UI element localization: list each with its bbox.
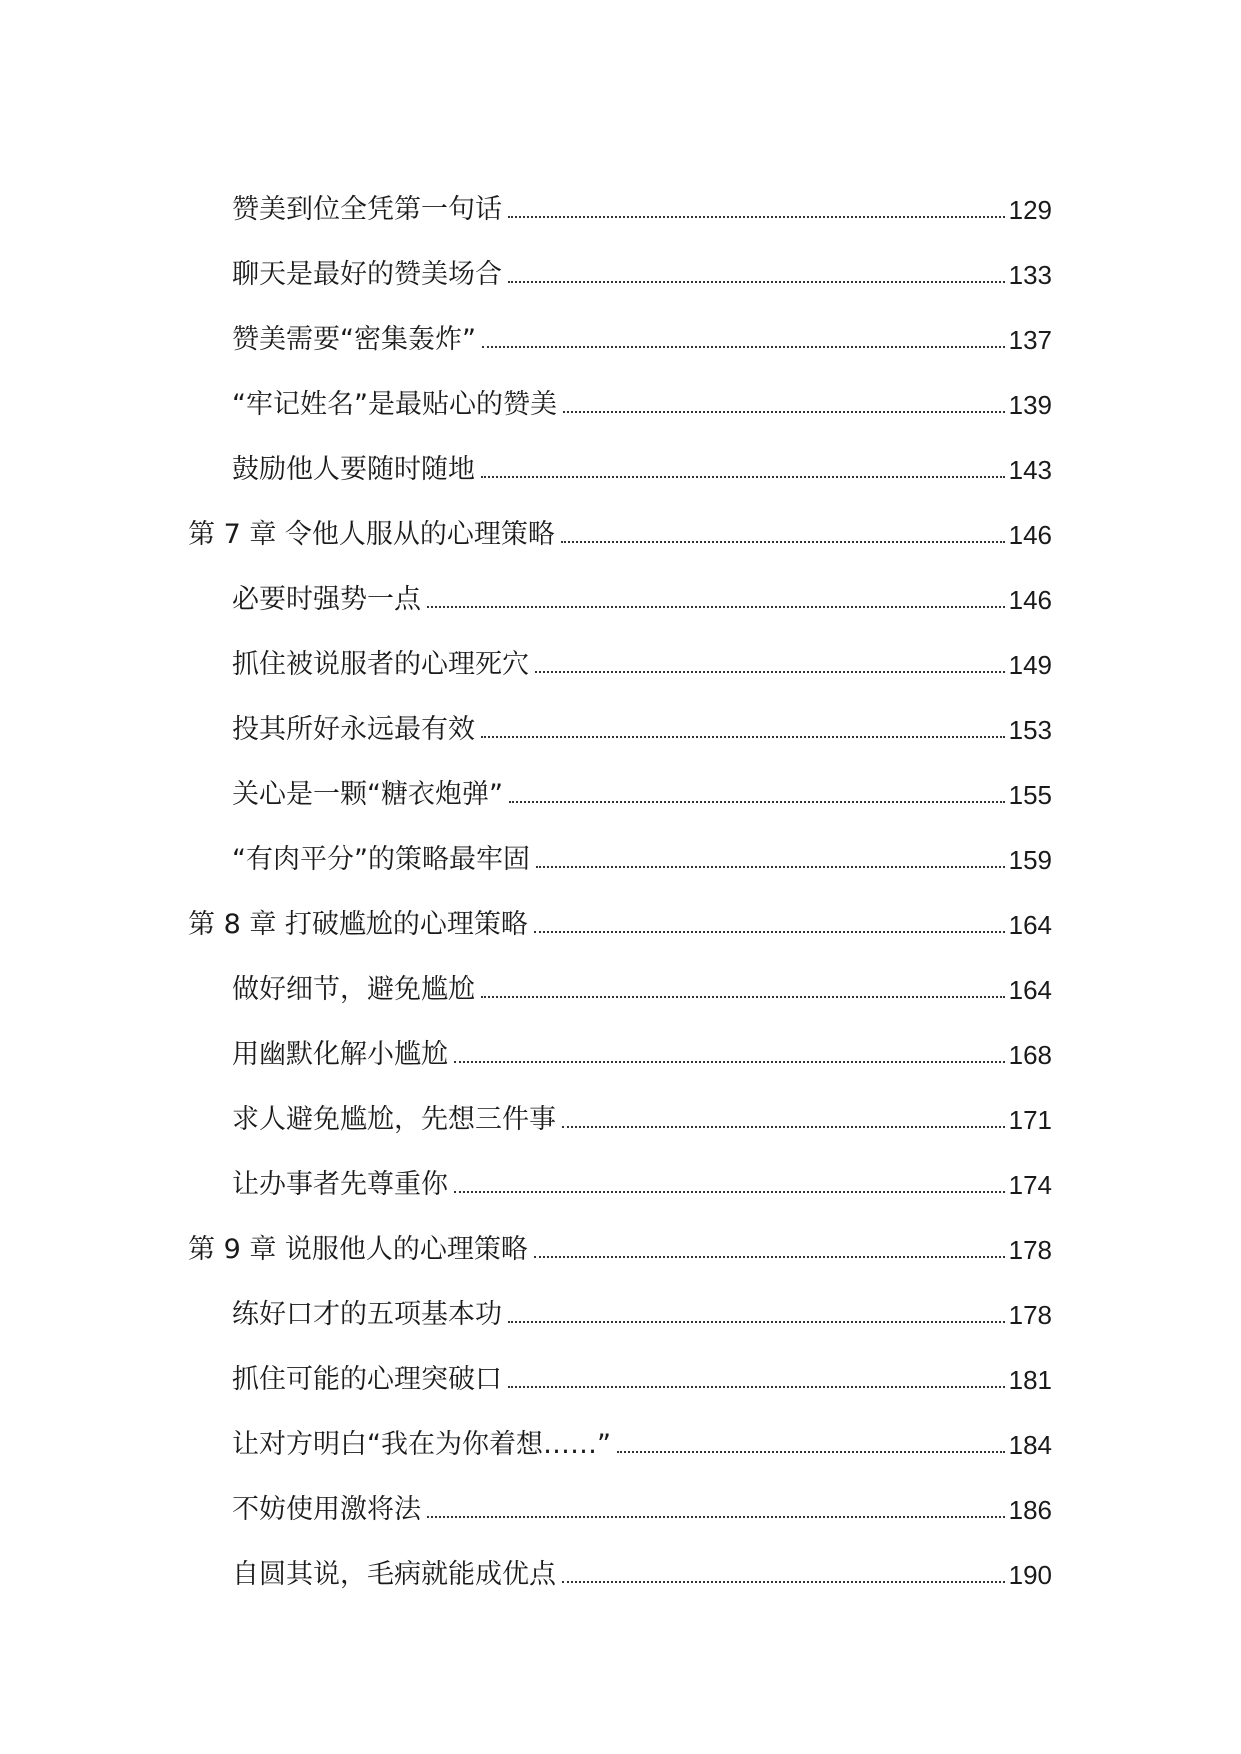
toc-entry [188, 940, 1052, 1005]
toc-entry [188, 1135, 1052, 1200]
toc-entry-page-number: 174 [1008, 1170, 1052, 1200]
toc-entry-page-number: 164 [1008, 910, 1052, 940]
toc-entry-page-number: 164 [1008, 975, 1052, 1005]
toc-entry-title: “有肉平分”的策略最牢固 [232, 844, 530, 875]
toc-entry-page-number: 190 [1008, 1560, 1052, 1590]
dot-leader [562, 1581, 1005, 1583]
dot-leader [534, 1256, 1005, 1258]
toc-entry-title: 抓住可能的心理突破口 [232, 1364, 502, 1395]
toc-entry-page-number: 143 [1008, 455, 1052, 485]
toc-entry [188, 1525, 1052, 1590]
dot-leader [508, 1321, 1005, 1323]
toc-entry-page-number: 168 [1008, 1040, 1052, 1070]
toc-chapter-entry [188, 1200, 1052, 1265]
dot-leader [427, 1516, 1005, 1518]
toc-entry-title: 自圆其说，毛病就能成优点 [232, 1559, 556, 1590]
toc-entry-title: 鼓励他人要随时随地 [232, 454, 475, 485]
toc-entry-page-number: 139 [1008, 390, 1052, 420]
dot-leader [454, 1191, 1005, 1193]
toc-entry [188, 1460, 1052, 1525]
toc-entry-page-number: 137 [1008, 325, 1052, 355]
dot-leader [481, 476, 1005, 478]
toc-entry-page-number: 129 [1008, 195, 1052, 225]
toc-entry [188, 550, 1052, 615]
dot-leader [534, 931, 1005, 933]
toc-entry [188, 420, 1052, 485]
dot-leader [508, 216, 1005, 218]
toc-entry [188, 290, 1052, 355]
toc-chapter-entry [188, 875, 1052, 940]
toc-entry-title: 关心是一颗“糖衣炮弹” [232, 779, 503, 810]
toc-entry-title: 让办事者先尊重你 [232, 1169, 448, 1200]
dot-leader [509, 801, 1005, 803]
toc-entry-page-number: 186 [1008, 1495, 1052, 1525]
toc-entry [188, 1005, 1052, 1070]
toc-entry-title: 第 8 章 打破尴尬的心理策略 [188, 909, 528, 940]
dot-leader [561, 541, 1005, 543]
toc-entry-title: 第 7 章 令他人服从的心理策略 [188, 519, 555, 550]
toc-entry-page-number: 184 [1008, 1430, 1052, 1460]
toc-entry-page-number: 171 [1008, 1105, 1052, 1135]
toc-entry-title: 必要时强势一点 [232, 584, 421, 615]
toc-entry-page-number: 178 [1008, 1300, 1052, 1330]
toc-entry [188, 680, 1052, 745]
toc-entry-title: 不妨使用激将法 [232, 1494, 421, 1525]
toc-entry-title: 投其所好永远最有效 [232, 714, 475, 745]
toc-entry-title: 做好细节，避免尴尬 [232, 974, 475, 1005]
dot-leader [536, 866, 1005, 868]
dot-leader [481, 736, 1005, 738]
dot-leader [482, 346, 1005, 348]
dot-leader [535, 671, 1005, 673]
dot-leader [508, 1386, 1005, 1388]
toc-entry-page-number: 153 [1008, 715, 1052, 745]
toc-entry-title: 用幽默化解小尴尬 [232, 1039, 448, 1070]
toc-entry-title: 赞美到位全凭第一句话 [232, 194, 502, 225]
toc-entry-title: 抓住被说服者的心理死穴 [232, 649, 529, 680]
toc-entry-title: “牢记姓名”是最贴心的赞美 [232, 389, 557, 420]
toc-entry [188, 225, 1052, 290]
dot-leader [617, 1451, 1005, 1453]
toc-entry [188, 1395, 1052, 1460]
toc-entry-title: 聊天是最好的赞美场合 [232, 259, 502, 290]
toc-entry-page-number: 133 [1008, 260, 1052, 290]
dot-leader [481, 996, 1005, 998]
toc-entry [188, 1265, 1052, 1330]
toc-entry-page-number: 146 [1008, 520, 1052, 550]
toc-entry-page-number: 146 [1008, 585, 1052, 615]
toc-entry [188, 810, 1052, 875]
toc-chapter-entry [188, 485, 1052, 550]
toc-entry-title: 练好口才的五项基本功 [232, 1299, 502, 1330]
dot-leader [427, 606, 1005, 608]
toc-entry [188, 1330, 1052, 1395]
toc-entry [188, 355, 1052, 420]
toc-entry [188, 745, 1052, 810]
dot-leader [454, 1061, 1005, 1063]
toc-entry-title: 第 9 章 说服他人的心理策略 [188, 1234, 528, 1265]
toc-entry-title: 求人避免尴尬，先想三件事 [232, 1104, 556, 1135]
toc-entry [188, 160, 1052, 225]
toc-entry-page-number: 155 [1008, 780, 1052, 810]
dot-leader [563, 411, 1005, 413]
toc-entry [188, 1070, 1052, 1135]
table-of-contents [188, 160, 1052, 1590]
toc-entry-page-number: 159 [1008, 845, 1052, 875]
dot-leader [508, 281, 1005, 283]
dot-leader [562, 1126, 1005, 1128]
toc-entry-page-number: 181 [1008, 1365, 1052, 1395]
toc-entry-title: 让对方明白“我在为你着想……” [232, 1429, 611, 1460]
toc-entry-page-number: 178 [1008, 1235, 1052, 1265]
toc-entry [188, 615, 1052, 680]
toc-entry-title: 赞美需要“密集轰炸” [232, 324, 476, 355]
toc-entry-page-number: 149 [1008, 650, 1052, 680]
